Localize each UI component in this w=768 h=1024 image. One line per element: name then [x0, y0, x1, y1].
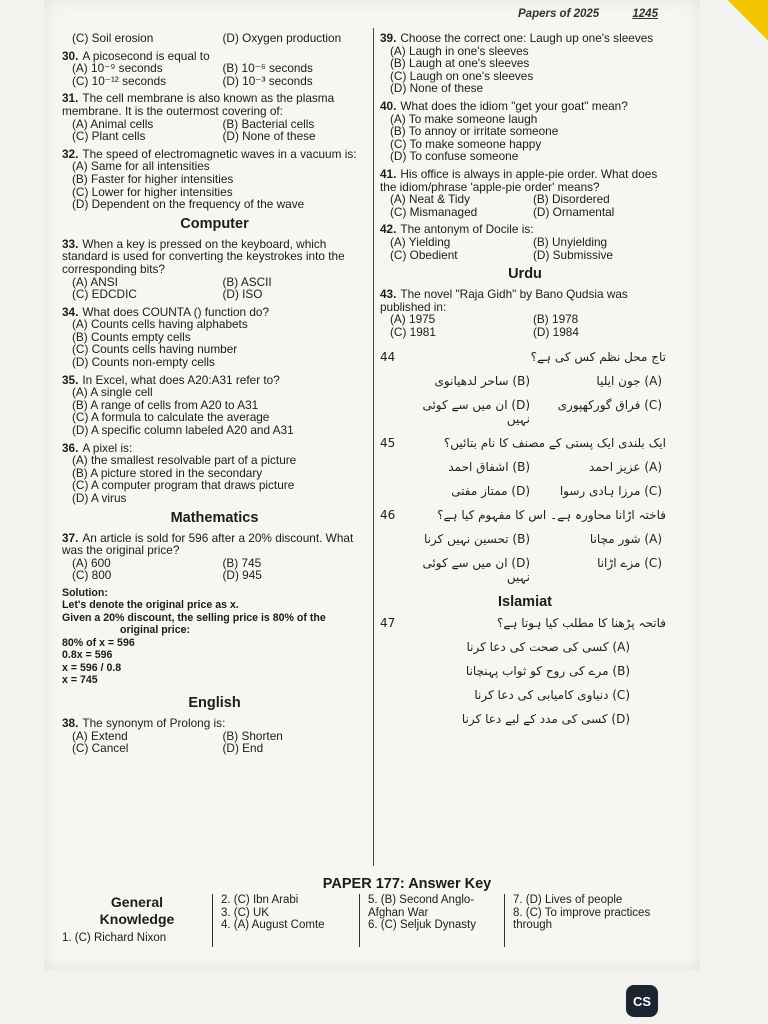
answer-item: 6. (C) Seljuk Dynasty	[368, 919, 477, 931]
option-d: (D) 945	[222, 568, 262, 583]
question-number: 36.	[62, 440, 79, 455]
option-a: (A) 1975	[390, 312, 436, 327]
category-line: General	[110, 894, 164, 910]
solution-line: Let's denote the original price as x.	[62, 599, 239, 612]
question-text: His office is always in apple-pie order. What does the idiom/phrase 'apple-pie order' means?	[380, 166, 658, 194]
question-number: 44	[380, 350, 396, 365]
option-a: (A) Laugh in one's sleeves	[390, 43, 529, 58]
question-text: An article is sold for 596 after a 20% discount. What was the original price?	[62, 530, 354, 558]
page-number: 1245	[632, 8, 658, 20]
answer-item: 7. (D) Lives of people	[513, 894, 623, 906]
option-a: (A) Animal cells	[72, 116, 154, 131]
option-d: (D) کسی کی مدد کے لیے دعا کرنا	[461, 712, 630, 727]
question-47	[380, 616, 670, 726]
question-34	[62, 306, 367, 369]
question-38	[62, 717, 367, 755]
question-number: 35.	[62, 372, 79, 387]
question-36	[62, 442, 367, 505]
option-c: (C) A formula to calculate the average	[72, 410, 270, 425]
question-40	[380, 100, 670, 163]
question-37	[62, 532, 367, 582]
option-d: (D) ISO	[222, 287, 263, 302]
option-c: (C) Mismanaged	[390, 204, 478, 219]
question-number: 38.	[62, 715, 79, 730]
question-text: When a key is pressed on the keyboard, which standard is used for converting the keystrokes into the corresponding bits?	[62, 236, 345, 276]
option-c: (C) مرزا ہادی رسوا	[559, 484, 662, 499]
option-b: (B) Laugh at one's sleeves	[390, 56, 530, 71]
question-text: In Excel, what does A20:A31 refer to?	[82, 372, 280, 387]
section-heading-islamiat: Islamiat	[498, 594, 552, 611]
question-number: 37.	[62, 530, 79, 545]
question-number: 45	[380, 436, 396, 451]
option-c: (C) 10⁻¹² seconds	[72, 73, 167, 88]
option-d: (D) A virus	[72, 491, 127, 505]
question-number: 46	[380, 508, 396, 523]
question-number: 34.	[62, 304, 79, 319]
option-c: (C) Obedient	[390, 247, 458, 262]
option-d: (D) Ornamental	[533, 204, 615, 219]
option-a: (A) Neat & Tidy	[390, 192, 470, 207]
question-number: 40.	[380, 98, 397, 113]
option-c: (C) Cancel	[72, 741, 129, 756]
option-d: (D) Dependent on the frequency of the wave	[72, 197, 305, 212]
option-c: (C) فراق گورکھپوری	[557, 398, 662, 413]
option-b: (B) Bacterial cells	[222, 116, 315, 131]
camscanner-badge: CS	[626, 985, 658, 1017]
option-c: (C) دنیاوی کامیابی کی دعا کرنا	[474, 688, 630, 703]
category-line: Knowledge	[99, 911, 175, 927]
option-c: (C) A computer program that draws picture	[72, 478, 295, 493]
option-a: (A) 10⁻⁹ seconds	[72, 61, 163, 76]
answer-item: 1. (C) Richard Nixon	[62, 932, 167, 944]
option-a: (A) Counts cells having alphabets	[72, 317, 248, 332]
answer-key-category	[62, 894, 212, 947]
answer-item: 5. (B) Second Anglo-Afghan War	[368, 894, 475, 919]
option-d: (D) Counts non-empty cells	[72, 355, 215, 370]
page-header	[518, 8, 658, 20]
solution-line: Given a 20% discount, the selling price is 80% of the	[62, 611, 326, 624]
question-text: What does the idiom "get your goat" mean?	[400, 98, 628, 113]
question-45	[380, 436, 670, 498]
option-d: (D) To confuse someone	[390, 149, 519, 164]
option-c: (C) مزے اڑانا	[597, 556, 662, 571]
option-c: (C) Laugh on one's sleeves	[390, 68, 534, 83]
option-a: (A) Extend	[72, 728, 128, 743]
question-text: The cell membrane is also known as the plasma membrane. It is the outermost covering of:	[62, 91, 335, 118]
column-divider	[373, 28, 374, 866]
solution-line: x = 745	[62, 674, 98, 687]
question-text: The novel "Raja Gidh" by Bano Qudsia was published in:	[380, 287, 628, 314]
question-text: تاج محل نظم کس کی ہے؟	[530, 350, 666, 365]
question-text: A picosecond is equal to	[82, 48, 210, 63]
question-text: فاختہ اڑانا محاورہ ہے۔ اس کا مفہوم کیا ہے؟	[437, 508, 666, 523]
solution-block	[62, 587, 367, 687]
question-number: 39.	[380, 31, 397, 45]
question-number: 33.	[62, 236, 79, 251]
option-a: (A) A single cell	[72, 385, 153, 400]
question-39	[380, 32, 670, 95]
option-c: (C) EDCDIC	[72, 287, 137, 302]
option-b: (B) A range of cells from A20 to A31	[72, 397, 259, 412]
answer-column	[504, 894, 661, 947]
question-35	[62, 374, 367, 437]
option-c: (C) 800	[72, 568, 112, 583]
option-d: (D) Submissive	[533, 247, 613, 262]
question-44	[380, 350, 670, 426]
section-heading-english: English	[188, 694, 241, 711]
left-column	[62, 32, 367, 760]
question-31	[62, 92, 367, 142]
answer-key-title: PAPER 177: Answer Key	[322, 876, 492, 892]
question-32	[62, 148, 367, 211]
option-d: (D) 10⁻³ seconds	[222, 73, 313, 88]
option-b: (B) اشفاق احمد	[448, 460, 530, 475]
option-a: (A) عزیز احمد	[589, 460, 662, 475]
answer-key-grid	[62, 894, 672, 947]
option-d: (D) None of these	[222, 129, 316, 144]
question-text: فاتحہ پڑھنا کا مطلب کیا ہوتا ہے؟	[496, 616, 666, 631]
option-b: (B) Unyielding	[533, 234, 608, 249]
question-42	[380, 223, 670, 261]
solution-line: 0.8x = 596	[62, 649, 113, 662]
answer-item: 2. (C) Ibn Arabi	[221, 894, 299, 906]
question-number: 41.	[380, 166, 397, 181]
solution-line: x = 596 / 0.8	[62, 661, 122, 674]
question-number: 31.	[62, 91, 79, 106]
question-29-tail	[62, 32, 367, 45]
option-d: (D) End	[222, 741, 264, 756]
option-b: (B) 745	[222, 555, 262, 570]
option-a: (A) جون ایلیا	[596, 374, 662, 389]
question-46	[380, 508, 670, 584]
question-33	[62, 238, 367, 301]
question-text: Choose the correct one: Laugh up one's sleeves	[400, 31, 654, 45]
question-30	[62, 50, 367, 88]
option-b: (B) Counts empty cells	[72, 329, 191, 344]
section-heading-mathematics: Mathematics	[170, 509, 259, 526]
option-b: (B) A picture stored in the secondary	[72, 465, 263, 480]
option-c: (C) Soil erosion	[72, 31, 154, 45]
option-d: (D) ان میں سے کوئی نہیں	[422, 556, 530, 585]
option-c: (C) Plant cells	[72, 129, 146, 144]
question-number: 47	[380, 616, 396, 631]
option-a: (A) شور مچانا	[589, 532, 662, 547]
option-b: (B) ASCII	[222, 274, 272, 289]
option-a: (A) To make someone laugh	[390, 111, 538, 126]
question-number: 43.	[380, 287, 397, 302]
section-heading-computer: Computer	[180, 215, 249, 232]
page-corner-accent	[708, 0, 768, 40]
option-a: (A) Yielding	[390, 234, 451, 249]
question-text: The synonym of Prolong is:	[82, 715, 226, 730]
option-b: (B) Shorten	[222, 728, 283, 743]
option-d: (D) A specific column labeled A20 and A31	[72, 423, 294, 438]
option-b: (B) To annoy or irritate someone	[390, 124, 559, 139]
answer-column	[359, 894, 504, 947]
solution-label: Solution:	[62, 586, 108, 599]
answer-item: 8. (C) To improve practices through	[513, 906, 651, 931]
question-41	[380, 168, 670, 218]
question-number: 30.	[62, 48, 79, 63]
solution-line: 80% of x = 596	[62, 636, 135, 649]
option-d: (D) None of these	[390, 81, 484, 96]
option-d: (D) 1984	[533, 324, 579, 339]
answer-item: 3. (C) UK	[221, 906, 269, 919]
option-d: (D) Oxygen production	[222, 31, 342, 45]
option-b: (B) Disordered	[533, 192, 610, 207]
option-c: (C) Lower for higher intensities	[72, 184, 233, 199]
option-a: (A) کسی کی صحت کی دعا کرنا	[466, 640, 630, 655]
question-number: 42.	[380, 222, 397, 237]
solution-line: original price:	[120, 624, 191, 637]
option-b: (B) 1978	[533, 312, 579, 327]
option-a: (A) ANSI	[72, 274, 118, 289]
option-d: (D) ان میں سے کوئی نہیں	[422, 398, 530, 427]
option-a: (A) Same for all intensities	[72, 159, 210, 174]
section-heading-urdu: Urdu	[508, 266, 542, 283]
option-c: (C) Counts cells having number	[72, 342, 238, 357]
option-b: (B) مرے کی روح کو ثواب پہنچانا	[465, 664, 630, 679]
question-43	[380, 288, 670, 338]
option-b: (B) ساحر لدھیانوی	[434, 374, 530, 389]
option-b: (B) 10⁻⁶ seconds	[222, 61, 313, 76]
question-text: The antonym of Docile is:	[400, 222, 534, 237]
question-text: The speed of electromagnetic waves in a vacuum is:	[82, 146, 357, 161]
option-b: (B) تحسین نہیں کرنا	[423, 532, 530, 547]
question-number: 32.	[62, 146, 79, 161]
option-d: (D) ممتاز مفتی	[451, 484, 530, 499]
question-text: What does COUNTA () function do?	[82, 304, 270, 319]
answer-item: 4. (A) August Comte	[221, 919, 325, 931]
question-text: ایک بلندی ایک پستی کے مصنف کا نام بتائیں؟	[443, 436, 666, 451]
option-b: (B) Faster for higher intensities	[72, 171, 234, 186]
question-text: A pixel is:	[82, 440, 133, 455]
right-column	[380, 32, 670, 736]
option-c: (C) To make someone happy	[390, 136, 542, 151]
option-c: (C) 1981	[390, 324, 436, 339]
answer-key	[62, 876, 672, 947]
option-a: (A) 600	[72, 555, 111, 570]
answer-column	[212, 894, 359, 947]
option-a: (A) the smallest resolvable part of a picture	[72, 453, 297, 468]
header-title: Papers of 2025	[518, 8, 600, 20]
